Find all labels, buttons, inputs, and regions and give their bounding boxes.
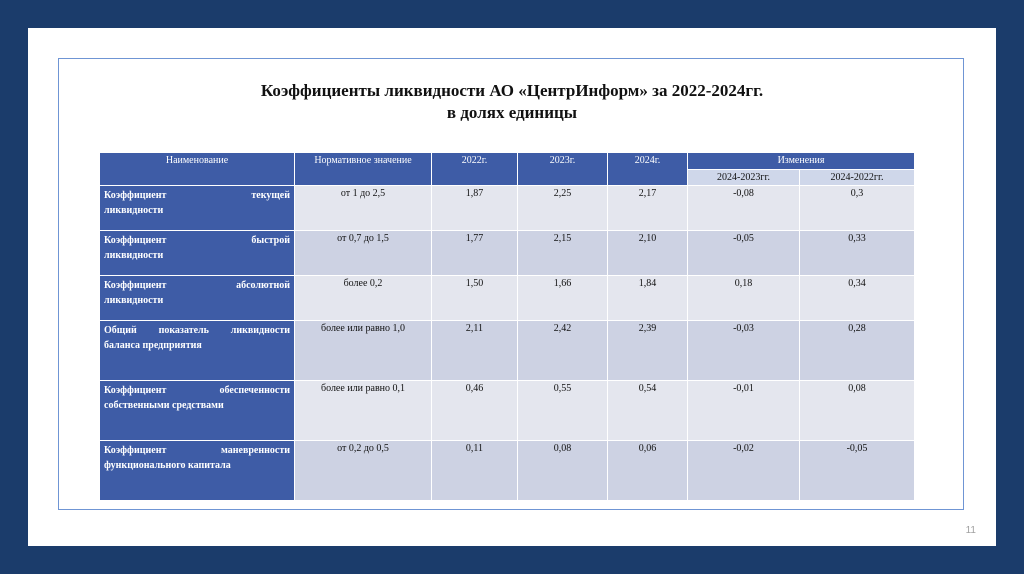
table-row <box>100 186 915 231</box>
row-norm: более или равно 1,0 <box>295 321 432 381</box>
row-2022: 1,77 <box>432 231 518 276</box>
header-norm: Нормативное значение <box>295 153 432 186</box>
row-2024: 2,17 <box>608 186 688 231</box>
slide <box>28 28 996 546</box>
row-2024: 2,10 <box>608 231 688 276</box>
slide-title <box>28 80 996 124</box>
header-2024: 2024г. <box>608 153 688 186</box>
liquidity-table <box>99 152 915 501</box>
row-name: Коэффициент быстрой ликвидности <box>100 231 295 276</box>
row-2023: 2,15 <box>518 231 608 276</box>
row-2022: 0,11 <box>432 441 518 501</box>
row-change-1: -0,05 <box>688 231 800 276</box>
row-change-1: -0,02 <box>688 441 800 501</box>
row-change-2: 0,3 <box>800 186 915 231</box>
row-change-2: 0,34 <box>800 276 915 321</box>
row-norm: более 0,2 <box>295 276 432 321</box>
row-norm: от 1 до 2,5 <box>295 186 432 231</box>
row-change-1: 0,18 <box>688 276 800 321</box>
row-2023: 2,42 <box>518 321 608 381</box>
header-change-2024-2022: 2024-2022гг. <box>800 170 915 186</box>
row-2024: 1,84 <box>608 276 688 321</box>
row-2022: 1,50 <box>432 276 518 321</box>
row-name: Коэффициент обеспеченности собственными средствами <box>100 381 295 441</box>
row-2024: 2,39 <box>608 321 688 381</box>
table-row <box>100 321 915 381</box>
header-changes: Изменения <box>688 153 915 170</box>
row-2023: 0,55 <box>518 381 608 441</box>
row-change-2: 0,33 <box>800 231 915 276</box>
header-2022: 2022г. <box>432 153 518 186</box>
row-name: Коэффициент абсолютной ликвидности <box>100 276 295 321</box>
row-name: Коэффициент текущей ликвидности <box>100 186 295 231</box>
title-line-2: в долях единицы <box>446 103 578 122</box>
row-change-2: -0,05 <box>800 441 915 501</box>
row-2022: 2,11 <box>432 321 518 381</box>
row-2024: 0,54 <box>608 381 688 441</box>
row-norm: от 0,7 до 1,5 <box>295 231 432 276</box>
row-2022: 0,46 <box>432 381 518 441</box>
title-line-1: Коэффициенты ликвидности АО «ЦентрИнформ» за 2022-2024гг. <box>260 81 764 100</box>
row-name: Коэффициент маневренности функционального капитала <box>100 441 295 501</box>
header-name: Наименование <box>100 153 295 186</box>
row-change-1: -0,01 <box>688 381 800 441</box>
row-change-1: -0,03 <box>688 321 800 381</box>
table-row <box>100 276 915 321</box>
header-2023: 2023г. <box>518 153 608 186</box>
header-change-2024-2023: 2024-2023гг. <box>688 170 800 186</box>
row-norm: более или равно 0,1 <box>295 381 432 441</box>
row-norm: от 0,2 до 0,5 <box>295 441 432 501</box>
row-2022: 1,87 <box>432 186 518 231</box>
page-number: 11 <box>965 525 976 536</box>
row-2023: 0,08 <box>518 441 608 501</box>
row-2024: 0,06 <box>608 441 688 501</box>
row-2023: 1,66 <box>518 276 608 321</box>
table-row <box>100 231 915 276</box>
row-change-2: 0,08 <box>800 381 915 441</box>
row-name: Общий показатель ликвидности баланса предприятия <box>100 321 295 381</box>
row-change-1: -0,08 <box>688 186 800 231</box>
row-change-2: 0,28 <box>800 321 915 381</box>
table-row <box>100 441 915 501</box>
table-row <box>100 381 915 441</box>
row-2023: 2,25 <box>518 186 608 231</box>
